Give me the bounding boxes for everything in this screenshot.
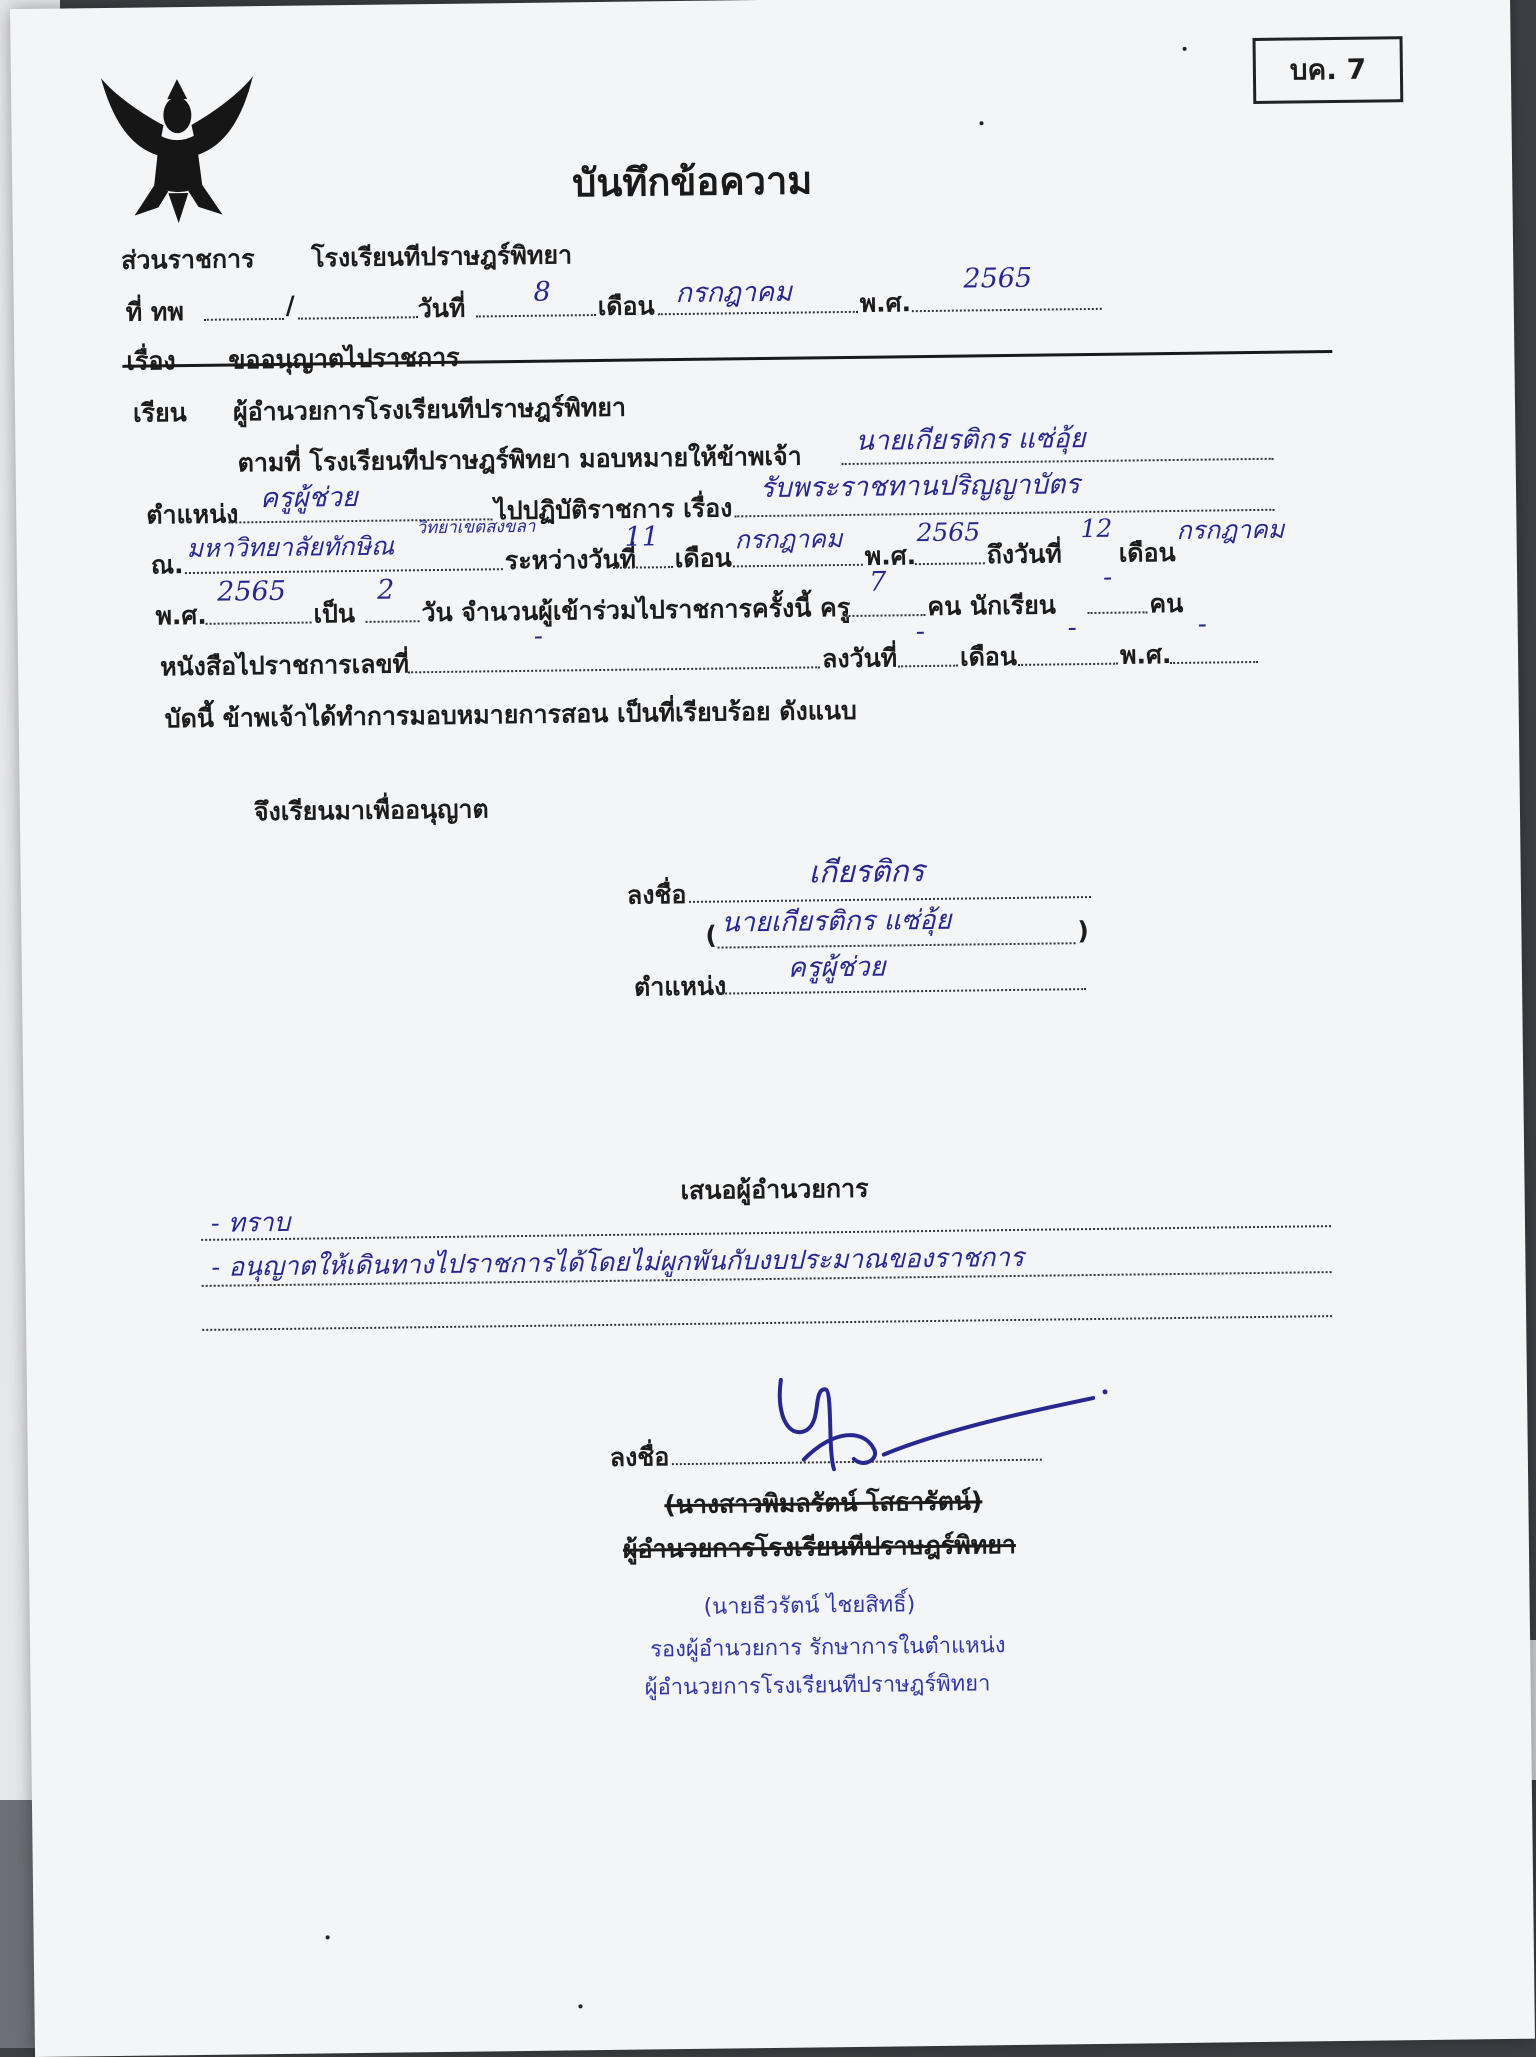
body-line1: ตามที่ โรงเรียนทีปราษฎร์พิทยา มอบหมายให้ข้าพเจ้า (237, 441, 802, 478)
from-month-dots (733, 564, 863, 568)
letter-month-dots (1018, 663, 1118, 666)
from-month-label: เดือน (674, 543, 732, 574)
from-day: 11 (624, 521, 660, 553)
subject-label: เรื่อง (126, 346, 176, 376)
to-value: ผู้อำนวยการโรงเรียนทีปราษฎร์พิทยา (232, 392, 627, 427)
body-line6: บัดนี้ ข้าพเจ้าได้ทำการมอบหมายการสอน เป็นที่เรียบร้อย ดังแนบ (164, 695, 858, 734)
letter-month: - (1067, 612, 1078, 644)
letter-value: - (533, 620, 544, 652)
place-value: มหาวิทยาลัยทักษิณ (186, 531, 395, 564)
position-label: ตำแหน่ง (146, 499, 239, 530)
students-dots (1088, 611, 1148, 614)
from-year: 2565 (916, 517, 981, 548)
letter-month-label: เดือน (959, 641, 1018, 672)
stamp-name: (นายธีวรัตน์ ไชยสิทธิ์) (703, 1592, 916, 1620)
signer-name: นายเกียรติกร แซ่อุ้ย (721, 904, 952, 939)
signer-paren-open: ( (705, 920, 718, 950)
l4-year-label: พ.ศ. (155, 600, 207, 631)
signer-position-value: ครูผู้ช่วย (787, 951, 886, 984)
ref-dots-2 (298, 316, 418, 319)
form-code-box: บค. 7 (1253, 36, 1404, 104)
signer-position-dots (718, 988, 1086, 994)
persons-label-2: คน (1149, 588, 1184, 619)
days-label: เป็น (313, 598, 356, 629)
to-day: 12 (1080, 513, 1113, 544)
days-dots (366, 620, 420, 623)
director-note-2: - อนุญาตให้เดินทางไปราชการได้โดยไม่ผูกพันกับงบประมาณของราชการ (211, 1242, 1025, 1283)
director-struck-position: ผู้อำนวยการโรงเรียนทีปราษฎร์พิทยา (622, 1529, 1017, 1564)
to-label: เรียน (132, 398, 187, 428)
paper-speck (326, 1935, 330, 1939)
place-note: วิทยาเขตสงขลา (416, 516, 536, 539)
month-value: กรกฎาคม (675, 276, 793, 310)
date-value: 8 (533, 276, 551, 308)
l4-year-dots (206, 622, 312, 625)
l4-year: 2565 (217, 575, 287, 608)
students-value: - (1102, 561, 1113, 593)
note3-dots (202, 1315, 1332, 1331)
letter-year-dots (1170, 661, 1258, 664)
director-heading: เสนอผู้อำนวยการ (680, 1173, 869, 1206)
ref-label: ที่ ทพ (125, 297, 185, 327)
duty-value: รับพระราชทานปริญญาบัตร (759, 469, 1080, 505)
signer-sign-label: ลงชื่อ (626, 879, 687, 910)
to-month-label: เดือน (1118, 537, 1176, 568)
persons-label: คน นักเรียน (927, 590, 1057, 621)
position-value: ครูผู้ช่วย (259, 481, 358, 515)
to-month: กรกฎาคม (1176, 514, 1285, 545)
days-text: วัน จำนวนผู้เข้าร่วมไปราชการครั้งนี้ ครู (421, 592, 851, 628)
to-day-label: ถึงวันที่ (986, 539, 1062, 570)
director-note-1: - ทราบ (210, 1207, 291, 1239)
paper-speck (1183, 47, 1187, 51)
from-label: ระหว่างวันที่ (504, 544, 637, 576)
from-year-label: พ.ศ. (864, 541, 917, 571)
letter-year-label: พ.ศ. (1119, 640, 1172, 670)
paper-speck (578, 2004, 582, 2008)
duty-label: ไปปฏิบัติราชการ เรื่อง (494, 493, 733, 526)
place-label: ณ. (150, 550, 184, 580)
letter-date: - (915, 616, 926, 648)
letter-year: - (1197, 608, 1207, 640)
director-struck-name: (นางสาวพิมลรัตน์ โสธารัตน์) (664, 1486, 983, 1520)
memo-paper (10, 0, 1535, 2057)
teachers-value: 7 (868, 566, 887, 598)
department-value: โรงเรียนทีปราษฎร์พิทยา (310, 240, 573, 273)
garuda-emblem-icon (97, 74, 259, 226)
director-signature-icon (773, 1356, 1114, 1480)
signer-signature: เกียรติกร (808, 854, 925, 891)
stamp-role: รองผู้อำนวยการ รักษาการในตำแหน่ง (649, 1633, 1006, 1663)
from-day-dots (613, 566, 673, 569)
place-dots (185, 568, 503, 574)
line1-name: นายเกียรติกร แซ่อุ้ย (855, 423, 1086, 457)
signer-name-dots (718, 942, 1076, 948)
date-dots (476, 314, 596, 317)
from-month: กรกฎาคม (734, 524, 843, 555)
date-label: วันที่ (417, 293, 466, 324)
letter-dots (408, 666, 820, 673)
ref-dots (204, 318, 284, 321)
teachers-dots (846, 614, 926, 617)
letter-date-dots (898, 665, 958, 668)
year-dots (912, 308, 1102, 312)
month-label: เดือน (597, 291, 655, 322)
letter-label: หนังสือไปราชการเลขที่ (159, 649, 410, 682)
letter-date-label: ลงวันที่ (821, 643, 898, 674)
from-year-dots (915, 562, 985, 565)
ref-sep: / (285, 290, 296, 320)
note1-dots (201, 1225, 1331, 1241)
year-label: พ.ศ. (859, 288, 912, 318)
year-value: 2565 (963, 262, 1033, 295)
days-value: 2 (376, 574, 395, 606)
signer-position-label: ตำแหน่ง (633, 971, 727, 1002)
department-label: ส่วนราชการ (120, 244, 255, 275)
signer-paren-close: ) (1077, 916, 1090, 946)
subject-value: ขออนุญาตไปราชการ (228, 342, 460, 375)
paper-speck (979, 121, 983, 125)
closing-text: จึงเรียนมาเพื่ออนุญาต (253, 794, 489, 827)
memo-title: บันทึกข้อความ (571, 158, 813, 206)
stamp-org: ผู้อำนวยการโรงเรียนทีปราษฎร์พิทยา (644, 1671, 991, 1701)
director-sign-label: ลงชื่อ (609, 1442, 670, 1472)
